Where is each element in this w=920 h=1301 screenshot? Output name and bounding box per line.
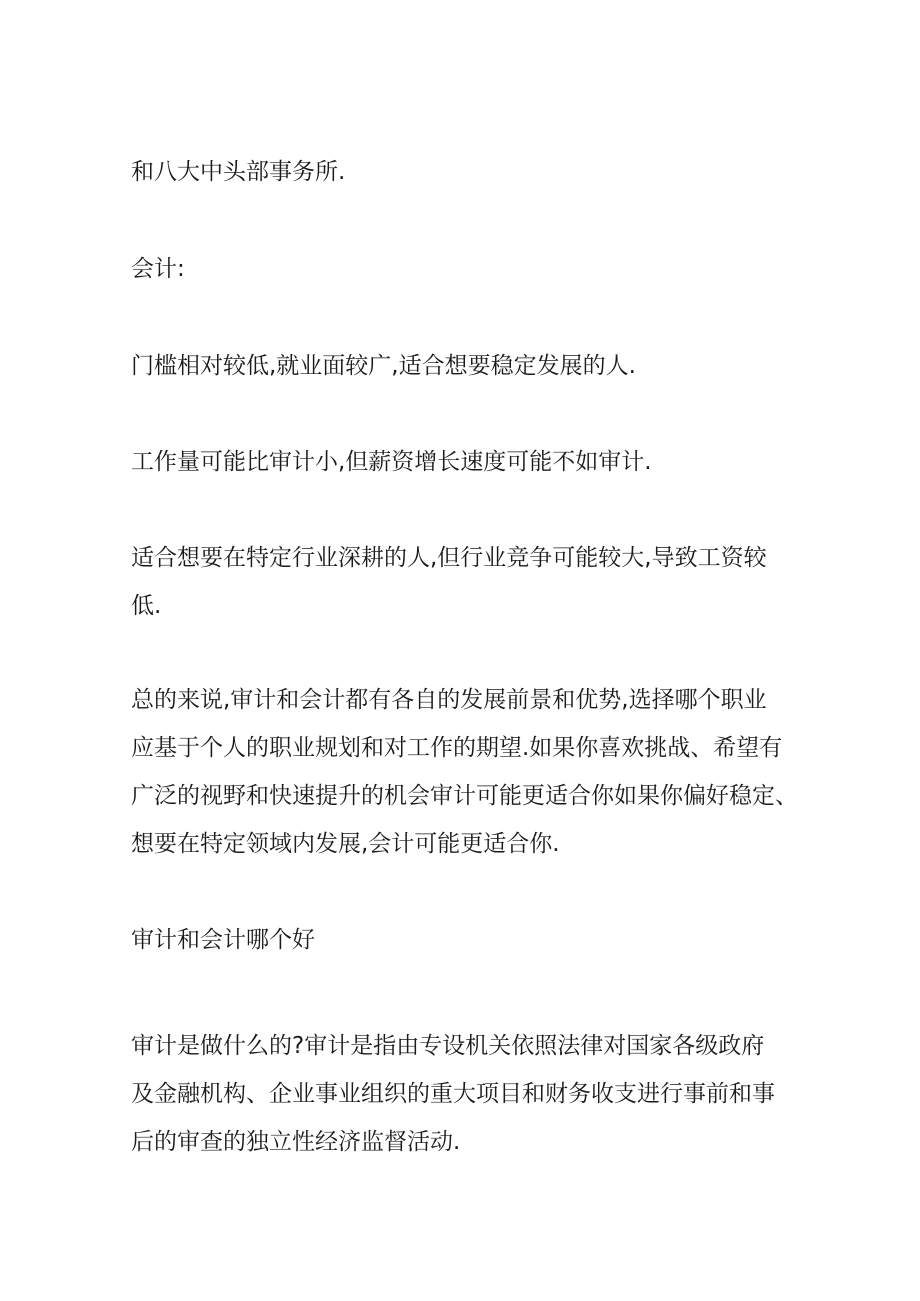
- paragraph-summary: [131, 676, 811, 868]
- paragraph-industry: [131, 534, 811, 630]
- text-line: 门槛相对较低,就业面较广,适合想要稳定发展的人.: [131, 353, 636, 379]
- paragraph-threshold: [131, 342, 811, 390]
- text-line: 想要在特定领域内发展,会计可能更适合你.: [131, 831, 560, 857]
- text-line: 后的审查的独立性经济监督活动.: [131, 1129, 461, 1155]
- paragraph-firms: [131, 148, 811, 196]
- text-line: 广泛的视野和快速提升的机会审计可能更适合你如果你偏好稳定、: [131, 783, 798, 809]
- text-line: 低.: [131, 593, 162, 619]
- text-line: 及金融机构、企业事业组织的重大项目和财务收支进行事前和事: [131, 1081, 775, 1107]
- paragraph-audit-definition: [131, 1022, 811, 1166]
- text-line: 审计和会计哪个好: [131, 927, 315, 953]
- text-line: 工作量可能比审计小,但薪资增长速度可能不如审计.: [131, 449, 652, 475]
- text-line: 会计:: [131, 256, 185, 282]
- text-line: 审计是做什么的?审计是指由专设机关依照法律对国家各级政府: [131, 1033, 765, 1059]
- section-heading: [131, 916, 811, 964]
- paragraph-workload: [131, 438, 811, 486]
- heading-accounting: [131, 245, 811, 293]
- text-line: 应基于个人的职业规划和对工作的期望.如果你喜欢挑战、希望有: [131, 735, 783, 761]
- text-line: 适合想要在特定行业深耕的人,但行业竞争可能较大,导致工资较: [131, 545, 767, 571]
- text-line: 总的来说,审计和会计都有各自的发展前景和优势,选择哪个职业: [131, 687, 767, 713]
- text-line: 和八大中头部事务所.: [131, 159, 346, 185]
